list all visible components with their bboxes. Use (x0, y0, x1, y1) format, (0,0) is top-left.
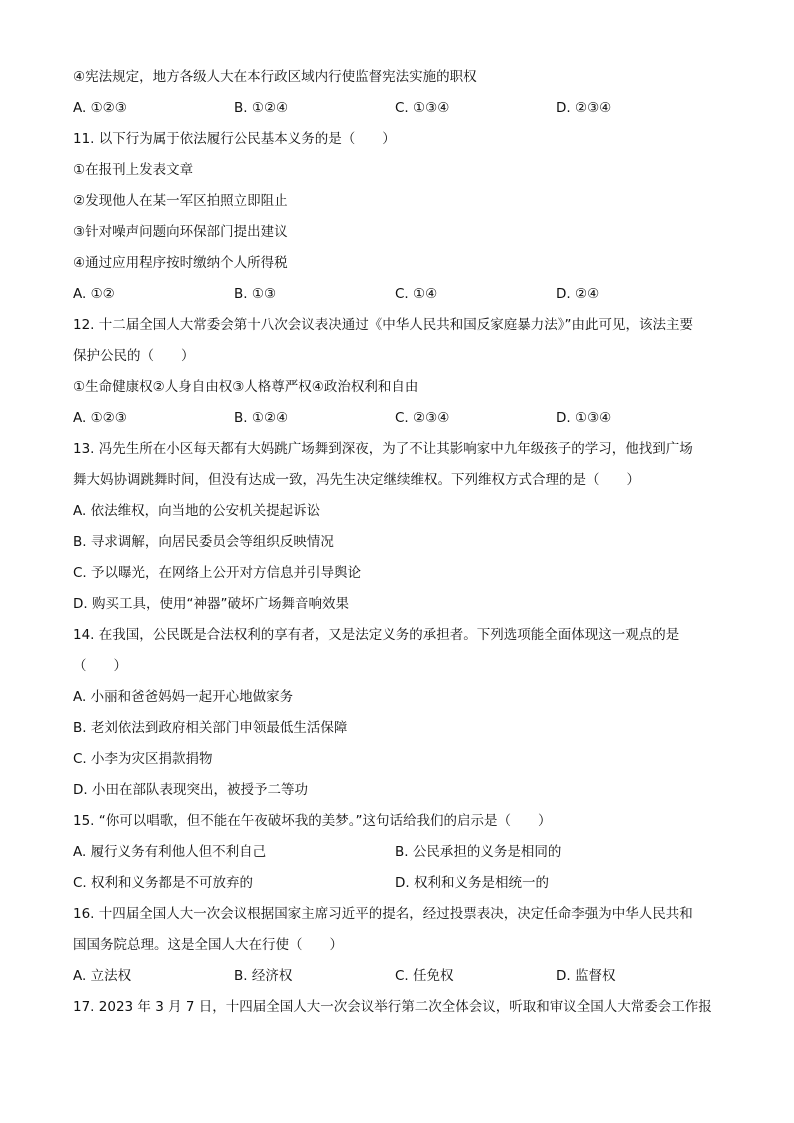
answer-option: D. 监督权 (556, 968, 616, 984)
text-line: ①在报刊上发表文章 (73, 162, 194, 178)
text-line: C. 小李为灾区捐款捐物 (73, 751, 213, 767)
answer-options-row (73, 961, 723, 992)
text-line: ④宪法规定，地方各级人大在本行政区域内行使监督宪法实施的职权 (73, 69, 477, 85)
answer-option: D. ②③④ (556, 100, 612, 116)
answer-option: C. ①③④ (395, 100, 450, 116)
text-line: 16. 十四届全国人大一次会议根据国家主席习近平的提名，经过投票表决，决定任命李强为中华人民共和 (73, 906, 693, 922)
answer-option: B. 公民承担的义务是相同的 (395, 844, 562, 860)
answer-option: B. ①②④ (234, 100, 289, 116)
text-line: 11. 以下行为属于依法履行公民基本义务的是（ ） (73, 131, 396, 147)
answer-option: D. ①③④ (556, 410, 612, 426)
text-line: C. 予以曝光，在网络上公开对方信息并引导舆论 (73, 565, 362, 581)
answer-option: A. ①②③ (73, 410, 127, 426)
answer-option: C. 权利和义务都是不可放弃的 (73, 875, 254, 891)
answer-option: A. 履行义务有利他人但不利自己 (73, 844, 267, 860)
answer-options-row (73, 93, 723, 124)
text-line: 13. 冯先生所在小区每天都有大妈跳广场舞到深夜，为了不让其影响家中九年级孩子的学习，他找到广场 (73, 441, 693, 457)
text-line: 17. 2023 年 3 月 7 日，十四届全国人大一次会议举行第二次全体会议，听取和审议全国人大常委会工作报 (73, 999, 712, 1015)
text-line: A. 小丽和爸爸妈妈一起开心地做家务 (73, 689, 294, 705)
answer-option: C. ②③④ (395, 410, 450, 426)
text-line: 15. “你可以唱歌，但不能在午夜破坏我的美梦。”这句话给我们的启示是（ ） (73, 813, 552, 829)
answer-option: C. 任免权 (395, 968, 454, 984)
answer-options-row (73, 837, 723, 868)
answer-option: C. ①④ (395, 286, 438, 302)
text-line: B. 老刘依法到政府相关部门申领最低生活保障 (73, 720, 348, 736)
answer-option: A. ①② (73, 286, 115, 302)
text-line: （ ） (73, 658, 127, 674)
text-line: 保护公民的（ ） (73, 348, 195, 364)
text-line: D. 购买工具，使用“神器”破坏广场舞音响效果 (73, 596, 349, 612)
text-line: ④通过应用程序按时缴纳个人所得税 (73, 255, 288, 271)
answer-option: B. 经济权 (234, 968, 293, 984)
text-line: 国国务院总理。这是全国人大在行使（ ） (73, 937, 343, 953)
text-line: ①生命健康权②人身自由权③人格尊严权④政治权利和自由 (73, 379, 419, 395)
text-line: D. 小田在部队表现突出，被授予二等功 (73, 782, 308, 798)
text-line: B. 寻求调解，向居民委员会等组织反映情况 (73, 534, 334, 550)
answer-options-row (73, 279, 723, 310)
text-line: 舞大妈协调跳舞时间，但没有达成一致，冯先生决定继续维权。下列维权方式合理的是（ ） (73, 472, 640, 488)
answer-option: B. ①③ (234, 286, 277, 302)
answer-option: A. ①②③ (73, 100, 127, 116)
answer-option: B. ①②④ (234, 410, 289, 426)
answer-option: D. 权利和义务是相统一的 (395, 875, 549, 891)
text-line: 12. 十二届全国人大常委会第十八次会议表决通过《中华人民共和国反家庭暴力法》”由此可见，该法主要 (73, 317, 694, 333)
answer-options-row (73, 868, 723, 899)
text-line: ②发现他人在某一军区拍照立即阻止 (73, 193, 288, 209)
text-line: 14. 在我国，公民既是合法权利的享有者，又是法定义务的承担者。下列选项能全面体现这一观点的是 (73, 627, 680, 643)
text-line: A. 依法维权，向当地的公安机关提起诉讼 (73, 503, 321, 519)
answer-options-row (73, 403, 723, 434)
text-line: ③针对噪声问题向环保部门提出建议 (73, 224, 288, 240)
exam-page (73, 62, 723, 1023)
answer-option: A. 立法权 (73, 968, 132, 984)
answer-option: D. ②④ (556, 286, 600, 302)
